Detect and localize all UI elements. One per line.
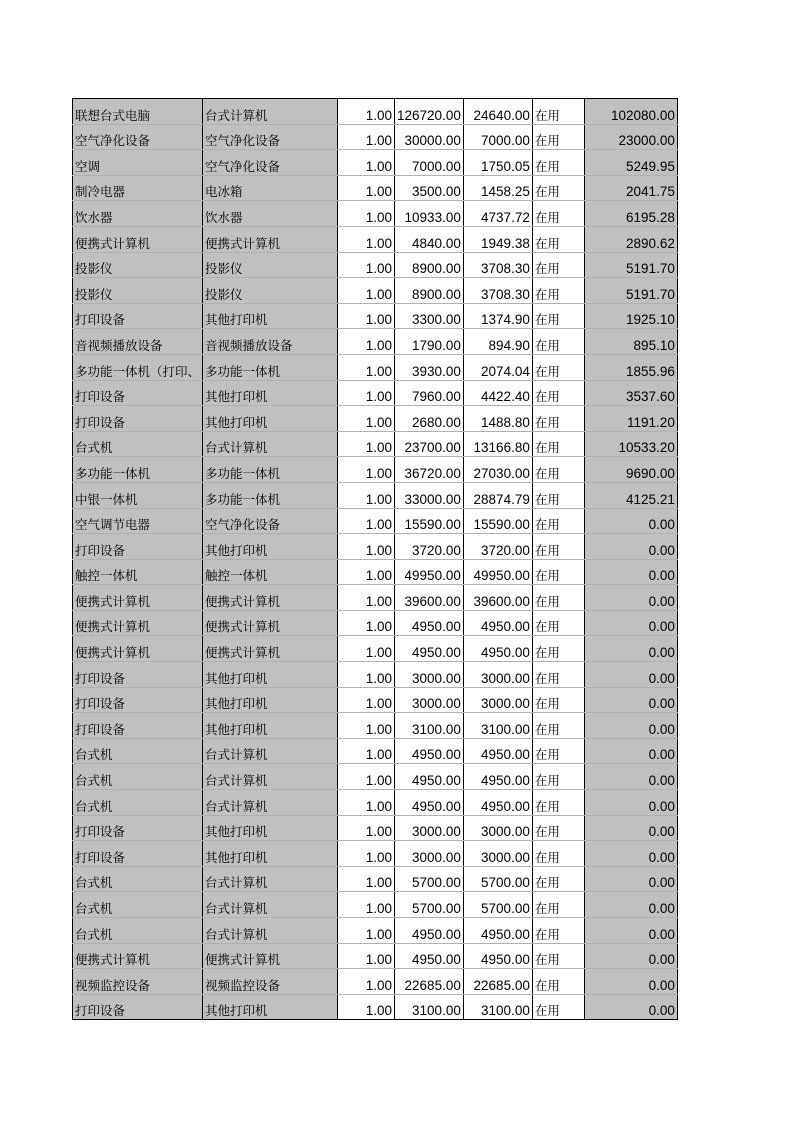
table-row (73, 278, 678, 304)
usage-status-cell: 在用 (532, 354, 584, 380)
net-value-cell: 0.00 (584, 790, 677, 816)
original-value-cell: 3000.00 (395, 687, 464, 713)
accumulated-depreciation-cell: 4950.00 (463, 764, 532, 790)
asset-category-cell: 音视频播放设备 (203, 329, 338, 355)
quantity-cell: 1.00 (338, 303, 395, 329)
table-row (73, 482, 678, 508)
quantity-cell: 1.00 (338, 918, 395, 944)
usage-status-cell: 在用 (532, 508, 584, 534)
original-value-cell: 3720.00 (395, 534, 464, 560)
asset-category-cell: 触控一体机 (203, 559, 338, 585)
original-value-cell: 36720.00 (395, 457, 464, 483)
net-value-cell: 0.00 (584, 687, 677, 713)
usage-status-cell: 在用 (532, 892, 584, 918)
original-value-cell: 49950.00 (395, 559, 464, 585)
usage-status-cell: 在用 (532, 431, 584, 457)
asset-name-cell: 中银一体机 (73, 482, 203, 508)
original-value-cell: 3300.00 (395, 303, 464, 329)
net-value-cell: 0.00 (584, 585, 677, 611)
quantity-cell: 1.00 (338, 534, 395, 560)
net-value-cell: 2041.75 (584, 175, 677, 201)
quantity-cell: 1.00 (338, 329, 395, 355)
net-value-cell: 5249.95 (584, 150, 677, 176)
asset-category-cell: 空气净化设备 (203, 150, 338, 176)
usage-status-cell: 在用 (532, 226, 584, 252)
net-value-cell: 1855.96 (584, 354, 677, 380)
usage-status-cell: 在用 (532, 713, 584, 739)
table-row (73, 303, 678, 329)
quantity-cell: 1.00 (338, 866, 395, 892)
accumulated-depreciation-cell: 3708.30 (463, 278, 532, 304)
asset-category-cell: 便携式计算机 (203, 226, 338, 252)
original-value-cell: 23700.00 (395, 431, 464, 457)
table-row (73, 534, 678, 560)
quantity-cell: 1.00 (338, 457, 395, 483)
asset-name-cell: 空调 (73, 150, 203, 176)
net-value-cell: 1925.10 (584, 303, 677, 329)
accumulated-depreciation-cell: 3000.00 (463, 687, 532, 713)
accumulated-depreciation-cell: 1750.05 (463, 150, 532, 176)
accumulated-depreciation-cell: 1458.25 (463, 175, 532, 201)
usage-status-cell: 在用 (532, 585, 584, 611)
table-row (73, 406, 678, 432)
net-value-cell: 0.00 (584, 610, 677, 636)
net-value-cell: 0.00 (584, 559, 677, 585)
asset-category-cell: 投影仪 (203, 252, 338, 278)
accumulated-depreciation-cell: 4950.00 (463, 738, 532, 764)
net-value-cell: 0.00 (584, 994, 677, 1020)
asset-category-cell: 便携式计算机 (203, 943, 338, 969)
accumulated-depreciation-cell: 39600.00 (463, 585, 532, 611)
table-row (73, 252, 678, 278)
asset-category-cell: 其他打印机 (203, 713, 338, 739)
original-value-cell: 3000.00 (395, 841, 464, 867)
table-row (73, 969, 678, 995)
accumulated-depreciation-cell: 4950.00 (463, 918, 532, 944)
original-value-cell: 39600.00 (395, 585, 464, 611)
table-row (73, 994, 678, 1020)
asset-name-cell: 台式机 (73, 892, 203, 918)
asset-category-cell: 台式计算机 (203, 738, 338, 764)
asset-category-cell: 台式计算机 (203, 790, 338, 816)
asset-category-cell: 饮水器 (203, 201, 338, 227)
table-row (73, 226, 678, 252)
usage-status-cell: 在用 (532, 482, 584, 508)
asset-name-cell: 投影仪 (73, 252, 203, 278)
table-row (73, 687, 678, 713)
original-value-cell: 5700.00 (395, 866, 464, 892)
asset-name-cell: 台式机 (73, 790, 203, 816)
table-row (73, 354, 678, 380)
asset-category-cell: 多功能一体机 (203, 354, 338, 380)
original-value-cell: 4950.00 (395, 610, 464, 636)
quantity-cell: 1.00 (338, 764, 395, 790)
accumulated-depreciation-cell: 5700.00 (463, 892, 532, 918)
table-row (73, 175, 678, 201)
usage-status-cell: 在用 (532, 662, 584, 688)
asset-category-cell: 台式计算机 (203, 431, 338, 457)
original-value-cell: 2680.00 (395, 406, 464, 432)
asset-name-cell: 便携式计算机 (73, 226, 203, 252)
net-value-cell: 3537.60 (584, 380, 677, 406)
original-value-cell: 7000.00 (395, 150, 464, 176)
quantity-cell: 1.00 (338, 610, 395, 636)
usage-status-cell: 在用 (532, 815, 584, 841)
accumulated-depreciation-cell: 24640.00 (463, 99, 532, 125)
asset-name-cell: 视频监控设备 (73, 969, 203, 995)
asset-name-cell: 空气净化设备 (73, 124, 203, 150)
net-value-cell: 5191.70 (584, 278, 677, 304)
net-value-cell: 0.00 (584, 918, 677, 944)
accumulated-depreciation-cell: 22685.00 (463, 969, 532, 995)
quantity-cell: 1.00 (338, 687, 395, 713)
asset-category-cell: 电冰箱 (203, 175, 338, 201)
original-value-cell: 4950.00 (395, 943, 464, 969)
quantity-cell: 1.00 (338, 508, 395, 534)
table-row (73, 610, 678, 636)
usage-status-cell: 在用 (532, 150, 584, 176)
original-value-cell: 7960.00 (395, 380, 464, 406)
accumulated-depreciation-cell: 3708.30 (463, 252, 532, 278)
net-value-cell: 0.00 (584, 738, 677, 764)
quantity-cell: 1.00 (338, 354, 395, 380)
original-value-cell: 22685.00 (395, 969, 464, 995)
quantity-cell: 1.00 (338, 226, 395, 252)
quantity-cell: 1.00 (338, 585, 395, 611)
accumulated-depreciation-cell: 3100.00 (463, 713, 532, 739)
net-value-cell: 0.00 (584, 969, 677, 995)
asset-category-cell: 其他打印机 (203, 994, 338, 1020)
accumulated-depreciation-cell: 3000.00 (463, 662, 532, 688)
quantity-cell: 1.00 (338, 943, 395, 969)
usage-status-cell: 在用 (532, 124, 584, 150)
net-value-cell: 23000.00 (584, 124, 677, 150)
net-value-cell: 895.10 (584, 329, 677, 355)
original-value-cell: 3930.00 (395, 354, 464, 380)
asset-category-cell: 多功能一体机 (203, 482, 338, 508)
usage-status-cell: 在用 (532, 866, 584, 892)
usage-status-cell: 在用 (532, 252, 584, 278)
table-body (73, 99, 678, 1020)
accumulated-depreciation-cell: 4422.40 (463, 380, 532, 406)
original-value-cell: 5700.00 (395, 892, 464, 918)
table-row (73, 329, 678, 355)
quantity-cell: 1.00 (338, 150, 395, 176)
original-value-cell: 30000.00 (395, 124, 464, 150)
net-value-cell: 0.00 (584, 943, 677, 969)
asset-category-cell: 台式计算机 (203, 764, 338, 790)
net-value-cell: 0.00 (584, 508, 677, 534)
net-value-cell: 0.00 (584, 764, 677, 790)
table-row (73, 585, 678, 611)
asset-name-cell: 打印设备 (73, 662, 203, 688)
table-row (73, 892, 678, 918)
asset-name-cell: 便携式计算机 (73, 943, 203, 969)
accumulated-depreciation-cell: 2074.04 (463, 354, 532, 380)
usage-status-cell: 在用 (532, 610, 584, 636)
accumulated-depreciation-cell: 7000.00 (463, 124, 532, 150)
table-row (73, 790, 678, 816)
usage-status-cell: 在用 (532, 559, 584, 585)
quantity-cell: 1.00 (338, 431, 395, 457)
table-row (73, 943, 678, 969)
asset-name-cell: 触控一体机 (73, 559, 203, 585)
net-value-cell: 4125.21 (584, 482, 677, 508)
usage-status-cell: 在用 (532, 969, 584, 995)
table-row (73, 713, 678, 739)
original-value-cell: 3000.00 (395, 815, 464, 841)
net-value-cell: 0.00 (584, 662, 677, 688)
original-value-cell: 15590.00 (395, 508, 464, 534)
usage-status-cell: 在用 (532, 790, 584, 816)
original-value-cell: 4950.00 (395, 738, 464, 764)
asset-name-cell: 打印设备 (73, 406, 203, 432)
accumulated-depreciation-cell: 4950.00 (463, 943, 532, 969)
net-value-cell: 5191.70 (584, 252, 677, 278)
table-row (73, 866, 678, 892)
accumulated-depreciation-cell: 28874.79 (463, 482, 532, 508)
asset-name-cell: 打印设备 (73, 534, 203, 560)
table-row (73, 636, 678, 662)
asset-name-cell: 打印设备 (73, 713, 203, 739)
usage-status-cell: 在用 (532, 457, 584, 483)
quantity-cell: 1.00 (338, 713, 395, 739)
usage-status-cell: 在用 (532, 201, 584, 227)
accumulated-depreciation-cell: 4950.00 (463, 636, 532, 662)
original-value-cell: 8900.00 (395, 252, 464, 278)
asset-name-cell: 联想台式电脑 (73, 99, 203, 125)
asset-name-cell: 便携式计算机 (73, 610, 203, 636)
accumulated-depreciation-cell: 3100.00 (463, 994, 532, 1020)
quantity-cell: 1.00 (338, 201, 395, 227)
original-value-cell: 8900.00 (395, 278, 464, 304)
asset-category-cell: 其他打印机 (203, 406, 338, 432)
net-value-cell: 10533.20 (584, 431, 677, 457)
asset-category-cell: 其他打印机 (203, 815, 338, 841)
quantity-cell: 1.00 (338, 559, 395, 585)
asset-name-cell: 台式机 (73, 738, 203, 764)
asset-category-cell: 台式计算机 (203, 866, 338, 892)
accumulated-depreciation-cell: 5700.00 (463, 866, 532, 892)
asset-name-cell: 台式机 (73, 431, 203, 457)
asset-category-cell: 其他打印机 (203, 380, 338, 406)
asset-name-cell: 打印设备 (73, 303, 203, 329)
net-value-cell: 0.00 (584, 636, 677, 662)
asset-name-cell: 打印设备 (73, 380, 203, 406)
asset-name-cell: 音视频播放设备 (73, 329, 203, 355)
original-value-cell: 126720.00 (395, 99, 464, 125)
net-value-cell: 1191.20 (584, 406, 677, 432)
table-row (73, 457, 678, 483)
accumulated-depreciation-cell: 13166.80 (463, 431, 532, 457)
asset-name-cell: 打印设备 (73, 841, 203, 867)
table-row (73, 662, 678, 688)
original-value-cell: 3100.00 (395, 713, 464, 739)
asset-category-cell: 空气净化设备 (203, 124, 338, 150)
original-value-cell: 4950.00 (395, 764, 464, 790)
asset-category-cell: 投影仪 (203, 278, 338, 304)
table-row (73, 150, 678, 176)
table-row (73, 99, 678, 125)
asset-name-cell: 打印设备 (73, 687, 203, 713)
usage-status-cell: 在用 (532, 764, 584, 790)
usage-status-cell: 在用 (532, 406, 584, 432)
asset-category-cell: 空气净化设备 (203, 508, 338, 534)
usage-status-cell: 在用 (532, 943, 584, 969)
quantity-cell: 1.00 (338, 124, 395, 150)
usage-status-cell: 在用 (532, 738, 584, 764)
accumulated-depreciation-cell: 3720.00 (463, 534, 532, 560)
original-value-cell: 4950.00 (395, 636, 464, 662)
asset-name-cell: 制冷电器 (73, 175, 203, 201)
original-value-cell: 4950.00 (395, 790, 464, 816)
asset-name-cell: 空气调节电器 (73, 508, 203, 534)
quantity-cell: 1.00 (338, 636, 395, 662)
original-value-cell: 4950.00 (395, 918, 464, 944)
asset-category-cell: 台式计算机 (203, 99, 338, 125)
usage-status-cell: 在用 (532, 636, 584, 662)
original-value-cell: 33000.00 (395, 482, 464, 508)
quantity-cell: 1.00 (338, 482, 395, 508)
table-row (73, 559, 678, 585)
usage-status-cell: 在用 (532, 687, 584, 713)
asset-name-cell: 打印设备 (73, 815, 203, 841)
asset-category-cell: 其他打印机 (203, 303, 338, 329)
quantity-cell: 1.00 (338, 892, 395, 918)
asset-name-cell: 台式机 (73, 918, 203, 944)
quantity-cell: 1.00 (338, 815, 395, 841)
usage-status-cell: 在用 (532, 534, 584, 560)
usage-status-cell: 在用 (532, 841, 584, 867)
net-value-cell: 102080.00 (584, 99, 677, 125)
table-row (73, 764, 678, 790)
accumulated-depreciation-cell: 4950.00 (463, 610, 532, 636)
quantity-cell: 1.00 (338, 841, 395, 867)
original-value-cell: 4840.00 (395, 226, 464, 252)
net-value-cell: 0.00 (584, 866, 677, 892)
accumulated-depreciation-cell: 1488.80 (463, 406, 532, 432)
accumulated-depreciation-cell: 4737.72 (463, 201, 532, 227)
original-value-cell: 3000.00 (395, 662, 464, 688)
accumulated-depreciation-cell: 15590.00 (463, 508, 532, 534)
usage-status-cell: 在用 (532, 918, 584, 944)
usage-status-cell: 在用 (532, 278, 584, 304)
quantity-cell: 1.00 (338, 738, 395, 764)
quantity-cell: 1.00 (338, 252, 395, 278)
net-value-cell: 6195.28 (584, 201, 677, 227)
usage-status-cell: 在用 (532, 303, 584, 329)
asset-name-cell: 投影仪 (73, 278, 203, 304)
accumulated-depreciation-cell: 3000.00 (463, 841, 532, 867)
asset-category-cell: 视频监控设备 (203, 969, 338, 995)
asset-name-cell: 台式机 (73, 866, 203, 892)
quantity-cell: 1.00 (338, 175, 395, 201)
net-value-cell: 2890.62 (584, 226, 677, 252)
accumulated-depreciation-cell: 894.90 (463, 329, 532, 355)
accumulated-depreciation-cell: 3000.00 (463, 815, 532, 841)
usage-status-cell: 在用 (532, 175, 584, 201)
asset-name-cell: 打印设备 (73, 994, 203, 1020)
asset-category-cell: 其他打印机 (203, 687, 338, 713)
asset-name-cell: 多功能一体机（打印、 (73, 354, 203, 380)
table-row (73, 508, 678, 534)
accumulated-depreciation-cell: 49950.00 (463, 559, 532, 585)
asset-category-cell: 台式计算机 (203, 892, 338, 918)
usage-status-cell: 在用 (532, 99, 584, 125)
asset-category-cell: 其他打印机 (203, 841, 338, 867)
accumulated-depreciation-cell: 1374.90 (463, 303, 532, 329)
accumulated-depreciation-cell: 1949.38 (463, 226, 532, 252)
asset-name-cell: 便携式计算机 (73, 585, 203, 611)
original-value-cell: 3500.00 (395, 175, 464, 201)
original-value-cell: 1790.00 (395, 329, 464, 355)
asset-category-cell: 便携式计算机 (203, 636, 338, 662)
net-value-cell: 0.00 (584, 892, 677, 918)
usage-status-cell: 在用 (532, 380, 584, 406)
net-value-cell: 0.00 (584, 713, 677, 739)
quantity-cell: 1.00 (338, 278, 395, 304)
asset-category-cell: 多功能一体机 (203, 457, 338, 483)
asset-name-cell: 多功能一体机 (73, 457, 203, 483)
quantity-cell: 1.00 (338, 380, 395, 406)
quantity-cell: 1.00 (338, 662, 395, 688)
table-row (73, 841, 678, 867)
table-row (73, 380, 678, 406)
asset-name-cell: 台式机 (73, 764, 203, 790)
table-row (73, 815, 678, 841)
usage-status-cell: 在用 (532, 329, 584, 355)
table-row (73, 738, 678, 764)
net-value-cell: 0.00 (584, 841, 677, 867)
net-value-cell: 0.00 (584, 815, 677, 841)
table-row (73, 124, 678, 150)
net-value-cell: 9690.00 (584, 457, 677, 483)
quantity-cell: 1.00 (338, 994, 395, 1020)
original-value-cell: 3100.00 (395, 994, 464, 1020)
table-row (73, 431, 678, 457)
asset-category-cell: 便携式计算机 (203, 610, 338, 636)
table-row (73, 201, 678, 227)
accumulated-depreciation-cell: 27030.00 (463, 457, 532, 483)
asset-name-cell: 便携式计算机 (73, 636, 203, 662)
asset-category-cell: 便携式计算机 (203, 585, 338, 611)
asset-category-cell: 其他打印机 (203, 534, 338, 560)
asset-table (72, 98, 678, 1020)
quantity-cell: 1.00 (338, 406, 395, 432)
asset-category-cell: 其他打印机 (203, 662, 338, 688)
table-row (73, 918, 678, 944)
usage-status-cell: 在用 (532, 994, 584, 1020)
quantity-cell: 1.00 (338, 969, 395, 995)
accumulated-depreciation-cell: 4950.00 (463, 790, 532, 816)
asset-name-cell: 饮水器 (73, 201, 203, 227)
original-value-cell: 10933.00 (395, 201, 464, 227)
quantity-cell: 1.00 (338, 99, 395, 125)
quantity-cell: 1.00 (338, 790, 395, 816)
net-value-cell: 0.00 (584, 534, 677, 560)
asset-category-cell: 台式计算机 (203, 918, 338, 944)
